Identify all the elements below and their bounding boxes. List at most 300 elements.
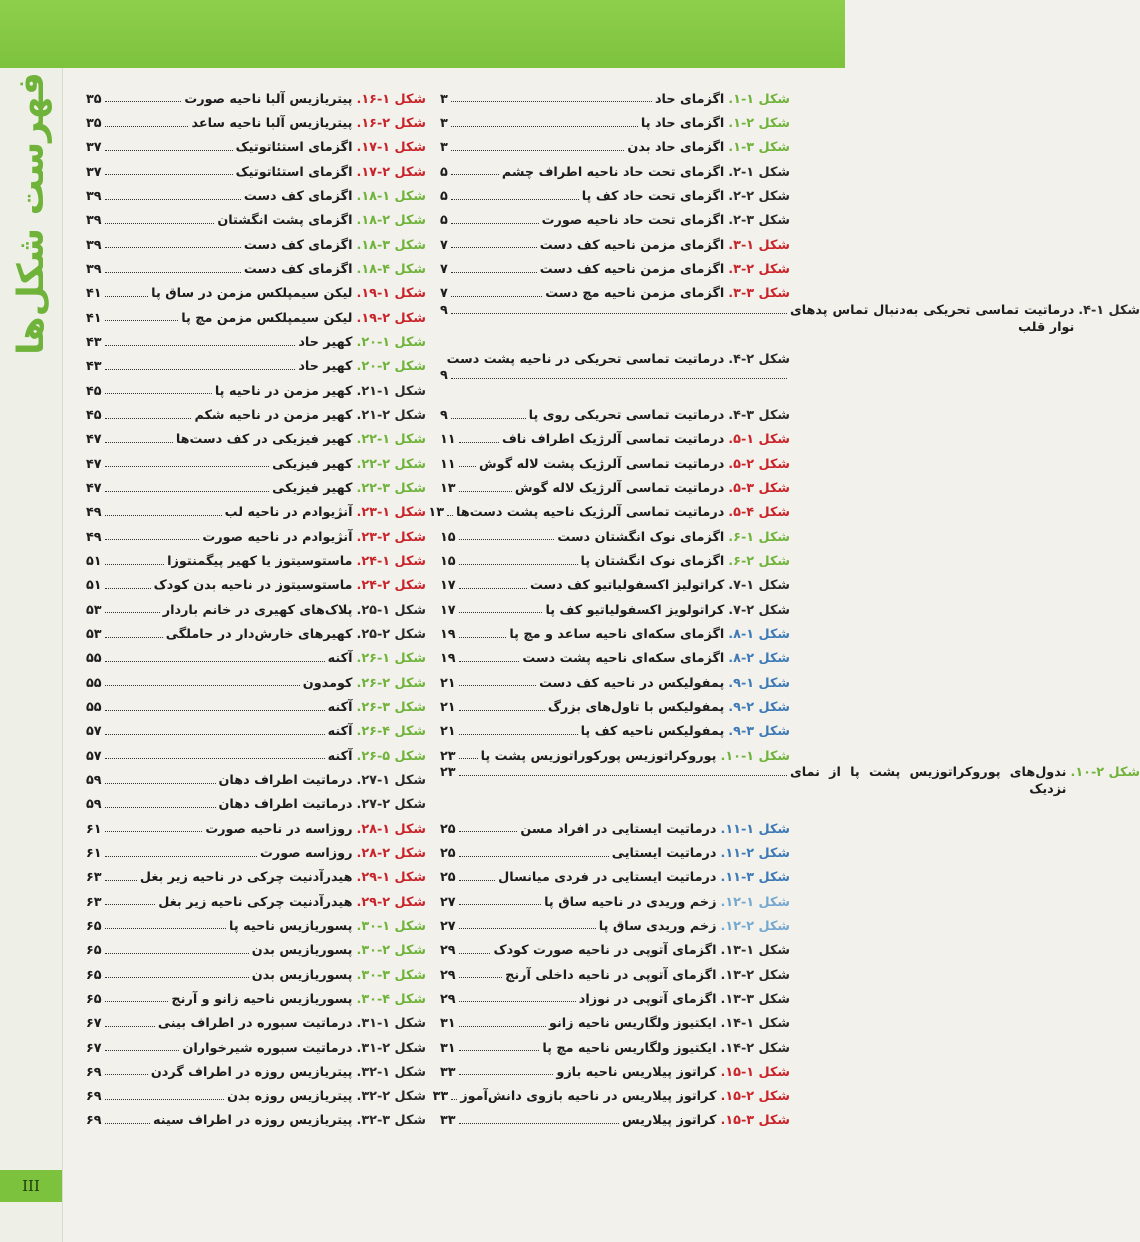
page-ref: ۶۹ [86,1064,102,1080]
page-ref: ۹ [440,368,448,384]
toc-entry [440,935,790,959]
page-ref: ۲۱ [440,675,456,691]
toc-entry [440,352,790,401]
figure-title: کهیر مزمن در ناحیه شکم [194,407,353,423]
page-ref: ۴۳ [86,334,102,350]
toc-entry [86,1106,426,1130]
page-ref: ۵ [440,189,448,205]
figure-title: کهیر فیزیکی در کف دست‌ها [175,432,353,448]
page-ref: ۶۳ [86,870,102,886]
toc-entry [86,303,426,327]
figure-list-right [428,84,1140,1130]
page-ref: ۲۷ [440,894,456,910]
figure-title: روزاسه صورت [259,845,353,861]
toc-entry [86,765,426,789]
dot-leader [459,661,520,662]
page-ref: ۵۵ [86,699,102,715]
page-ref: ۳ [440,116,448,132]
toc-entry [86,279,426,303]
figure-title: پسوریازیس بدن [251,967,353,983]
page-ref: ۳۱ [440,1016,456,1032]
figure-title: آکنه [327,699,353,715]
figure-title: زخم وریدی در ناحیه ساق پا [544,894,717,910]
figure-number: شکل ۲-۲۸. [356,845,426,861]
dot-leader [459,928,596,929]
figure-number: شکل ۲-۱۵. [720,1089,790,1105]
figure-title: اگزمای حاد بدن [627,140,725,156]
toc-entry [440,984,790,1008]
figure-list-left [86,84,426,1130]
figure-title: اگزمای کف دست [243,237,353,253]
page-ref: ۲۳ [440,748,456,764]
page-ref: ۲۳ [440,765,456,781]
toc-entry [440,302,1140,352]
toc-entry [440,230,790,254]
dot-leader [105,345,296,346]
figure-number: شکل ۱-۱۷. [356,140,426,156]
figure-number: شکل ۲-۱۷. [356,164,426,180]
figure-number: شکل ۲-۲. [728,189,790,205]
page-ref: ۵۳ [86,602,102,618]
page-ref: ۹ [440,407,448,423]
toc-entry [440,425,790,449]
figure-number: شکل ۲-۳۱. [356,1040,426,1056]
dot-leader [105,953,249,954]
dot-leader [459,637,507,638]
dot-leader [459,734,578,735]
toc-entry [86,863,426,887]
page-ref: ۵۵ [86,651,102,667]
toc-entry [86,838,426,862]
figure-title: روزاسه در ناحیه صورت [205,821,353,837]
dot-leader [105,126,189,127]
figure-title: اگزمای آتوپی در ناحیه داخلی آرنج [505,967,717,983]
figure-number: شکل ۲-۳۰. [356,943,426,959]
figure-title: اگزمای سکه‌ای ناحیه ساعد و مچ پا [509,626,725,642]
dot-leader [459,775,787,776]
dot-leader [105,466,270,467]
figure-number: شکل ۳-۲. [728,213,790,229]
dot-leader [459,1123,619,1124]
page-ref: ۴۹ [86,505,102,521]
figure-number: شکل ۴-۱۸. [356,262,426,277]
figure-title: کراتوز پیلاریس در ناحیه بازوی دانش‌آموز [460,1089,717,1105]
figure-number: شکل ۱-۲۱. [356,383,426,399]
toc-entry [86,692,426,716]
page-ref: ۱۹ [440,651,456,667]
figure-number: شکل ۳-۴. [728,407,790,423]
dot-leader [105,685,300,686]
dot-leader [105,807,216,808]
dot-leader [451,418,526,419]
dot-leader [105,710,325,711]
toc-entry [440,644,790,668]
dot-leader [459,1050,540,1051]
dot-leader [105,1026,155,1027]
figure-number: شکل ۲-۱۰. [1070,765,1140,781]
figure-title: کراتوز پیلاریس ناحیه بازو [556,1064,717,1080]
figure-title: کهیرهای خارش‌دار در حاملگی [165,626,353,642]
dot-leader [459,539,555,540]
figure-title: ندول‌های پوروکراتوزیس پشت پا از نمای نزدیک [790,765,1067,797]
figure-title: درماتیت اطراف دهان [218,797,353,813]
dot-leader [451,126,638,127]
figure-number: شکل ۱-۲۹. [356,870,426,886]
page-ref: ۳۳ [440,1113,456,1129]
figure-number: شکل ۲-۲۷. [356,797,426,813]
page-ref: ۳۷ [86,140,102,156]
figure-number: شکل ۱-۱۶. [356,91,426,107]
page-ref: ۲۱ [440,724,456,740]
dot-leader [451,174,499,175]
page-ref: ۵۵ [86,675,102,691]
dot-leader [105,223,215,224]
figure-number: شکل ۲-۳. [728,262,790,277]
page-ref: ۵۱ [86,578,102,594]
page-ref: ۵ [440,213,448,229]
figure-title: آنژیوادم در ناحیه لب [224,505,353,521]
dot-leader [105,199,241,200]
figure-title: اگزمای مزمن ناحیه کف دست [539,262,725,277]
page-ref: ۵۱ [86,553,102,569]
dot-leader [459,588,527,589]
toc-entry [440,546,790,570]
dot-leader [459,953,491,954]
figure-number: شکل ۱-۸. [728,626,790,642]
dot-leader [105,588,151,589]
page-ref: ۹ [440,302,448,318]
figure-title: درماتیت تماسی آلرژیک اطراف ناف [501,432,725,448]
toc-entry [86,400,426,424]
figure-title: کهیر حاد [298,359,353,375]
dot-leader [105,491,270,492]
figure-title: اگزمای سکه‌ای ناحیه پشت دست [522,651,725,667]
figure-title: کهیر حاد [298,334,353,350]
toc-entry [86,717,426,741]
toc-entry [86,911,426,935]
dot-leader [105,369,296,370]
figure-title: اگزمای استئاتوتیک [235,164,353,180]
dot-leader [105,758,325,759]
figure-number: شکل ۱-۱۵. [720,1064,790,1080]
sidebar-title [0,71,62,355]
figure-title: لیکن سیمپلکس مزمن مچ پا [181,310,353,326]
figure-number: شکل ۱-۵. [728,432,790,448]
dot-leader [459,710,545,711]
toc-entry [440,619,790,643]
dot-leader [459,758,478,759]
page-ref: ۵۹ [86,772,102,788]
dot-leader [105,734,325,735]
figure-title: اگزمای کف دست [243,189,353,205]
figure-title: پسوریازیس بدن [251,943,353,959]
page-ref: ۶۹ [86,1089,102,1105]
page-ref: ۴۷ [86,432,102,448]
toc-entry [86,1081,426,1105]
dot-leader [105,296,149,297]
dot-leader [105,1050,180,1051]
figure-number: شکل ۱-۲۵. [356,602,426,618]
page-ref: ۴۵ [86,407,102,423]
figure-number: شکل ۱-۲۴. [356,553,426,569]
figure-title: درماتیت تماسی تحریکی به‌دنبال تماس پدهای نوار قلب [790,302,1075,335]
dot-leader [451,223,539,224]
figure-title: پمفولیکس با تاول‌های بزرگ [547,699,725,715]
figure-title: کراتولیز اکسفولیاتیو کف دست [529,578,725,594]
figure-number: شکل ۲-۹. [728,699,790,715]
figure-title: درماتیت تماسی آلرژیک ناحیه پشت دست‌ها [456,505,725,521]
page-ref: ۱۳ [440,480,456,496]
dot-leader [459,442,499,443]
dot-leader [105,637,163,638]
dot-leader [459,880,496,881]
toc-entry [440,473,790,497]
figure-number: شکل ۳-۹. [728,724,790,740]
toc-entry [86,254,426,278]
figure-title: اگزمای مزمن ناحیه کف دست [539,237,725,253]
page-ref: ۶۵ [86,943,102,959]
figure-title: آکنه [327,651,353,667]
toc-entry [440,181,790,205]
dot-leader [451,313,787,314]
figure-number: شکل ۲-۱۲. [720,918,790,934]
figure-number: شکل ۲-۲۱. [356,407,426,423]
toc-entry [86,522,426,546]
toc-entry [432,1081,790,1105]
toc-entry [440,571,790,595]
page-ref: ۲۹ [440,943,456,959]
dot-leader [105,977,249,978]
toc-entry [440,1008,790,1032]
toc-entry [86,571,426,595]
page-ref: ۳۳ [440,1064,456,1080]
toc-entry [86,644,426,668]
page-ref: ۴۳ [86,359,102,375]
page-ref: ۴۱ [86,310,102,326]
page-ref: ۷ [440,262,448,277]
figure-title: پسوریازیس ناحیه زانو و آرنج [171,991,353,1007]
figure-number: شکل ۴-۵. [728,505,790,521]
figure-number: شکل ۱-۱. [728,91,790,107]
toc-entry [86,84,426,108]
page-ref: ۳۹ [86,237,102,253]
toc-entry [86,376,426,400]
dot-leader [105,393,212,394]
figure-title: ایکتیوز ولگاریس ناحیه مچ پا [542,1040,717,1056]
figure-title: ایکتیوز ولگاریس ناحیه زانو [548,1016,717,1032]
page-number: III [22,1177,40,1195]
toc-entry [440,1033,790,1057]
dot-leader [451,247,537,248]
toc-entry [86,133,426,157]
figure-title: پمفولیکس در ناحیه کف دست [539,675,725,691]
dot-leader [459,831,518,832]
dot-leader [451,1099,457,1100]
toc-entry [86,498,426,522]
dot-leader [451,101,652,102]
page-ref: ۵۷ [86,748,102,764]
toc-entry [440,449,790,473]
toc-entry [86,790,426,814]
toc-entry [86,206,426,230]
dot-leader [451,150,625,151]
page-ref: ۴۷ [86,456,102,472]
figure-title: لیکن سیمپلکس مزمن در ساق پا [151,286,353,302]
figure-title: ماستوسیتوز یا کهیر پیگمنتوزا [167,553,353,569]
toc-entry [440,668,790,692]
figure-number: شکل ۱-۶. [728,529,790,545]
figure-number: شکل ۲-۱۶. [356,116,426,132]
page-ref: ۶۹ [86,1113,102,1129]
figure-title: اگزمای تحت حاد ناحیه صورت [541,213,725,229]
page-ref: ۲۱ [440,699,456,715]
figure-title: زخم وریدی ساق پا [598,918,717,934]
page-ref: ۵۹ [86,797,102,813]
dot-leader [105,442,173,443]
figure-number: شکل ۴-۲۶. [356,724,426,740]
dot-leader [105,515,222,516]
figure-title: درماتیت تماسی تحریکی در ناحیه پشت دست [446,351,725,367]
figure-title: ماستوسیتوز در ناحیه بدن کودک [153,578,353,594]
toc-entry [440,717,790,741]
figure-number: شکل ۱-۱۲. [720,894,790,910]
figure-number: شکل ۱-۱۰. [720,748,790,764]
figure-title: پیتریازیس روزه بدن [227,1089,353,1105]
dot-leader [105,174,233,175]
toc-entry [86,935,426,959]
page-ref: ۲۵ [440,870,456,886]
page-ref: ۶۷ [86,1040,102,1056]
page-ref: ۶۳ [86,894,102,910]
dot-leader [105,904,156,905]
figure-number: شکل ۱-۱۹. [356,286,426,302]
toc-entry [86,814,426,838]
figure-title: آنژیوادم در ناحیه صورت [202,529,353,545]
toc-entry [86,1057,426,1081]
toc-entry [86,960,426,984]
page-ref: ۱۵ [440,529,456,545]
toc-entry [86,546,426,570]
figure-number: شکل ۱-۲۰. [356,334,426,350]
toc-entry [440,814,790,838]
figure-title: کهیر فیزیکی [272,456,353,472]
dot-leader [105,661,325,662]
page-ref: ۳۹ [86,262,102,277]
dot-leader [451,199,579,200]
dot-leader [459,1074,554,1075]
figure-number: شکل ۱-۷. [728,578,790,594]
figure-number: شکل ۳-۳. [728,286,790,302]
figure-title: کهیر فیزیکی [272,480,353,496]
page-ref: ۳۱ [440,1040,456,1056]
page-ref: ۳ [440,140,448,156]
figure-number: شکل ۲-۲۶. [356,675,426,691]
figure-title: پیتریازیس آلبا ناحیه ساعد [191,116,353,132]
figure-number: شکل ۱-۲۳. [356,505,426,521]
dot-leader [105,880,137,881]
toc-entry [86,449,426,473]
dot-leader [105,856,257,857]
figure-title: هیدرآدنیت چرکی در ناحیه زیر بغل [139,870,353,886]
figure-title: اگزمای حاد [654,91,725,107]
figure-title: درماتیت تماسی آلرژیک لاله گوش [514,480,725,496]
figure-title: پیتریازیس آلبا ناحیه صورت [184,91,353,107]
dot-leader [105,247,241,248]
toc-entry [86,619,426,643]
page-ref: ۷ [440,237,448,253]
page-ref: ۳ [440,91,448,107]
figure-number: شکل ۲-۱۸. [356,213,426,229]
figure-title: پیتریازیس روزه در اطراف سینه [152,1113,353,1129]
page-ref: ۵ [440,164,448,180]
figure-title: اگزمای آتوپی در ناحیه صورت کودک [493,943,717,959]
page-ref: ۶۵ [86,991,102,1007]
page-ref: ۳۷ [86,164,102,180]
toc-entry [440,133,790,157]
toc-entry [440,887,790,911]
figure-number: شکل ۲-۶. [728,553,790,569]
toc-entry [428,498,790,522]
toc-entry [440,1106,790,1130]
page-ref: ۵۳ [86,626,102,642]
page-ref: ۴۷ [86,480,102,496]
figure-title: اگزمای استئاتوتیک [235,140,353,156]
page-ref: ۴۱ [86,286,102,302]
figure-number: شکل ۲-۲۲. [356,456,426,472]
toc-entry [86,352,426,376]
figure-title: پیتریازیس روزه در اطراف گردن [150,1064,353,1080]
page-ref: ۶۷ [86,1016,102,1032]
figure-number: شکل ۱-۲۶. [356,651,426,667]
figure-title: درماتیت سبوره شیرخواران [182,1040,353,1056]
figure-number: شکل ۲-۱۱. [720,845,790,861]
toc-entry [86,473,426,497]
toc-entry [440,838,790,862]
figure-title: پلاک‌های کهیری در خانم باردار [162,602,353,618]
toc-entry [440,741,790,765]
page-ref: ۱۹ [440,626,456,642]
dot-leader [459,685,537,686]
page-ref: ۲۹ [440,967,456,983]
page-ref: ۱۵ [440,553,456,569]
figure-title: هیدرآدنیت چرکی ناحیه زیر بغل [158,894,353,910]
dot-leader [459,466,476,467]
page-ref: ۳۹ [86,213,102,229]
figure-number: شکل ۲-۱۳. [720,967,790,983]
figure-title: اگزمای آتوپی در نوزاد [578,991,717,1007]
figure-title: پمفولیکس ناحیه کف پا [580,724,725,740]
header-band [0,0,845,68]
figure-title: اگزمای نوک انگشتان پا [580,553,725,569]
dot-leader [105,1074,148,1075]
dot-leader [105,150,233,151]
page-ref: ۱۱ [440,456,456,472]
figure-number: شکل ۲-۴. [728,351,790,367]
figure-number: شکل ۲-۵. [728,456,790,472]
page-ref: ۲۷ [440,918,456,934]
dot-leader [105,928,226,929]
figure-number: شکل ۲-۲۳. [356,529,426,545]
page-ref: ۳۵ [86,116,102,132]
figure-number: شکل ۱-۳۰. [356,918,426,934]
toc-entry [440,1057,790,1081]
figure-title: اگزمای پشت انگشتان [217,213,353,229]
toc-entry [86,230,426,254]
toc-entry [86,668,426,692]
dot-leader [459,1026,546,1027]
figure-number: شکل ۲-۳۲. [356,1089,426,1105]
figure-number: شکل ۱-۳۱. [356,1016,426,1032]
